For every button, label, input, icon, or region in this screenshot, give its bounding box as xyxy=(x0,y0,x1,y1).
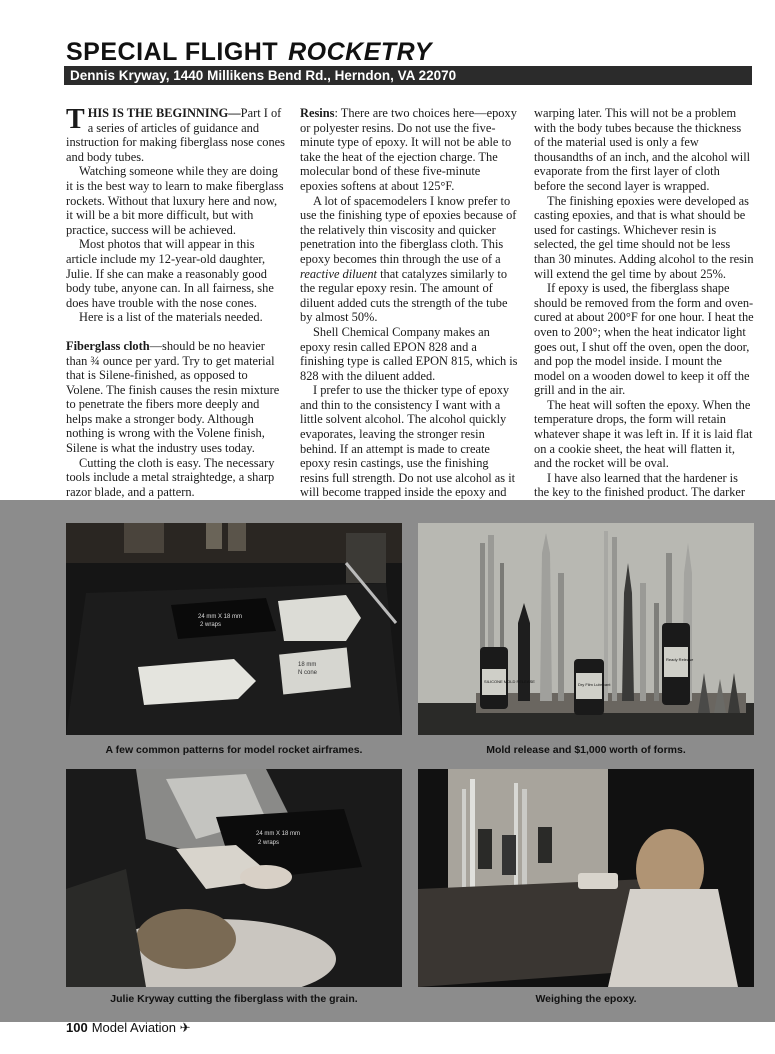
paragraph: Cutting the cloth is easy. The necessary tools include a metal straightedge, a sharp razor blade, and a pattern. xyxy=(66,455,275,499)
photo-panel xyxy=(0,500,775,1022)
paragraph xyxy=(300,194,520,325)
byline-bar: Dennis Kryway, 1440 Millikens Bend Rd., Herndon, VA 22070 xyxy=(64,66,752,85)
paragraph: warping later. This will not be a problem with the body tubes because the thickness of the material used is only a few thousandths of an inch, and the alcohol will evaporate from the first layer of cloth before the second layer is wrapped. xyxy=(534,106,751,193)
paragraph: Here is a list of the materials needed. xyxy=(79,310,263,325)
magazine-name: Model Aviation xyxy=(91,1020,177,1035)
paragraph: Shell Chemical Company makes an epoxy resin called EPON 828 and a finishing type is called EPON 815, which is 828 with the diluent added. xyxy=(300,324,518,383)
forms-image xyxy=(418,523,754,735)
photo-caption: Julie Kryway cutting the fiberglass with the grain. xyxy=(110,993,358,1005)
resins-lead: Resins xyxy=(300,106,335,120)
paragraph: The finishing epoxies were developed as casting epoxies, and that is what should be used for castings. Whichever resin is selected, the gel time should not be less than 30 minutes. Adding alcohol to the resin will extend the gel time by about 25%. xyxy=(534,193,754,281)
fiberglass-paragraph xyxy=(66,339,286,456)
photo-cutting xyxy=(66,769,402,987)
resins-paragraph xyxy=(300,106,520,194)
paragraph: Watching someone while they are doing it is the best way to learn to make fiberglass rockets. Without that luxury here and now, it will be a bit more difficult, but with practice, success will be achieved. xyxy=(66,164,284,237)
fiberglass-lead: Fiberglass cloth xyxy=(66,338,150,353)
can-label: Ready Release xyxy=(666,657,694,662)
text-column-3 xyxy=(534,106,754,500)
patterns-image xyxy=(66,523,402,735)
can-label: Dry Film Lubricant xyxy=(578,682,611,687)
drop-cap: T xyxy=(66,104,85,135)
intro-lead: HIS IS THE BEGINNING— xyxy=(87,106,241,120)
cutting-image xyxy=(66,769,402,987)
article-title xyxy=(66,38,432,67)
emphasis-text: reactive diluent xyxy=(300,266,377,281)
paragraph: Most photos that will appear in this article include my 12-year-old daughter, Julie. If she can make a reasonably good body tube, anyone can. In all fairness, she does have trouble with the nose cones. xyxy=(66,237,274,310)
pattern-note-line1: 24 mm X 18 mm xyxy=(198,614,243,620)
page-number: 100 xyxy=(66,1020,88,1035)
paragraph: I prefer to use the thicker type of epoxy and thin to the consistency I want with a little solvent alcohol. The alcohol quickly evaporates, leaving the stronger resin behind. If an attempt is made to create epoxy resin castings, use the finishing resins full strength. Do not use alcohol as it will become trapped inside the epoxy and xyxy=(300,383,516,500)
paragraph: The heat will soften the epoxy. When the temperature drops, the form will retain whatever shape it was left in. If it is laid flat on a cookie sheet, the heat will flatten it, and the rocket will be oval. xyxy=(534,397,753,471)
title-part1: SPECIAL FLIGHT xyxy=(66,38,279,66)
cloth-note-line1: 24 mm X 18 mm xyxy=(256,831,301,837)
intro-rest: Part I of a series of articles of guidance and instruction for making fiberglass nose cones and body tubes. xyxy=(66,106,285,164)
resins-rest: : There are two choices here—epoxy or polyester resins. Do not use the five-minute type of epoxy. It will not be able to take the heat of the ejection charge. The molecular bond of these five-minute epoxies softens at about 125°F. xyxy=(300,106,517,193)
photo-forms xyxy=(418,523,754,735)
text-span: that catalyzes similarly to the regular epoxy resin. The amount of diluent added cuts the strength of the tube by almost 50%. xyxy=(300,266,508,325)
photo-weighing xyxy=(418,769,754,987)
photo-patterns xyxy=(66,523,402,735)
photo-caption: A few common patterns for model rocket airframes. xyxy=(105,744,363,756)
pattern-note-line3: 18 mm xyxy=(298,662,317,668)
pattern-note-line4: N cone xyxy=(298,670,318,676)
airplane-icon: ✈ xyxy=(179,1020,191,1035)
pattern-note-line2: 2 wraps xyxy=(200,622,222,628)
paragraph: If epoxy is used, the fiberglass shape should be removed from the form and oven-cured at about 200°F for one hour. I heat the oven to 200°; when the heat indicator light goes out, I shut off the oven, open the door, and pop the model inside. I mount the model on a wooden dowel to keep it off the grill and in the air. xyxy=(534,281,754,398)
photo-caption: Weighing the epoxy. xyxy=(535,993,637,1005)
photo-caption: Mold release and $1,000 worth of forms. xyxy=(486,744,686,756)
paragraph: I have also learned that the hardener is the key to the finished product. The darker xyxy=(534,470,746,500)
text-column-1 xyxy=(66,106,286,499)
page-footer xyxy=(66,1020,191,1036)
title-part2: ROCKETRY xyxy=(288,38,432,66)
intro-paragraph xyxy=(66,106,286,164)
text-column-2 xyxy=(300,106,520,515)
fiberglass-rest: —should be no heavier than ¾ ounce per yard. Try to get material that is Silene-finished, as opposed to Volene. The finish causes the resin mixture to penetrate the fibers more deeply and helps make a stronger body. Although nothing is wrong with the Volene finish, Silene is what the industry uses today. xyxy=(66,338,280,456)
cloth-note-line2: 2 wraps xyxy=(258,840,280,846)
can-label: SILICONE MOLD RELEASE xyxy=(484,679,535,684)
text-span: A lot of spacemodelers I know prefer to use the finishing type of epoxies because of the relatively thin viscosity and quicker penetration into the fiberglass cloth. This epoxy becomes thin through the use of a xyxy=(300,193,517,266)
weighing-image xyxy=(418,769,754,987)
